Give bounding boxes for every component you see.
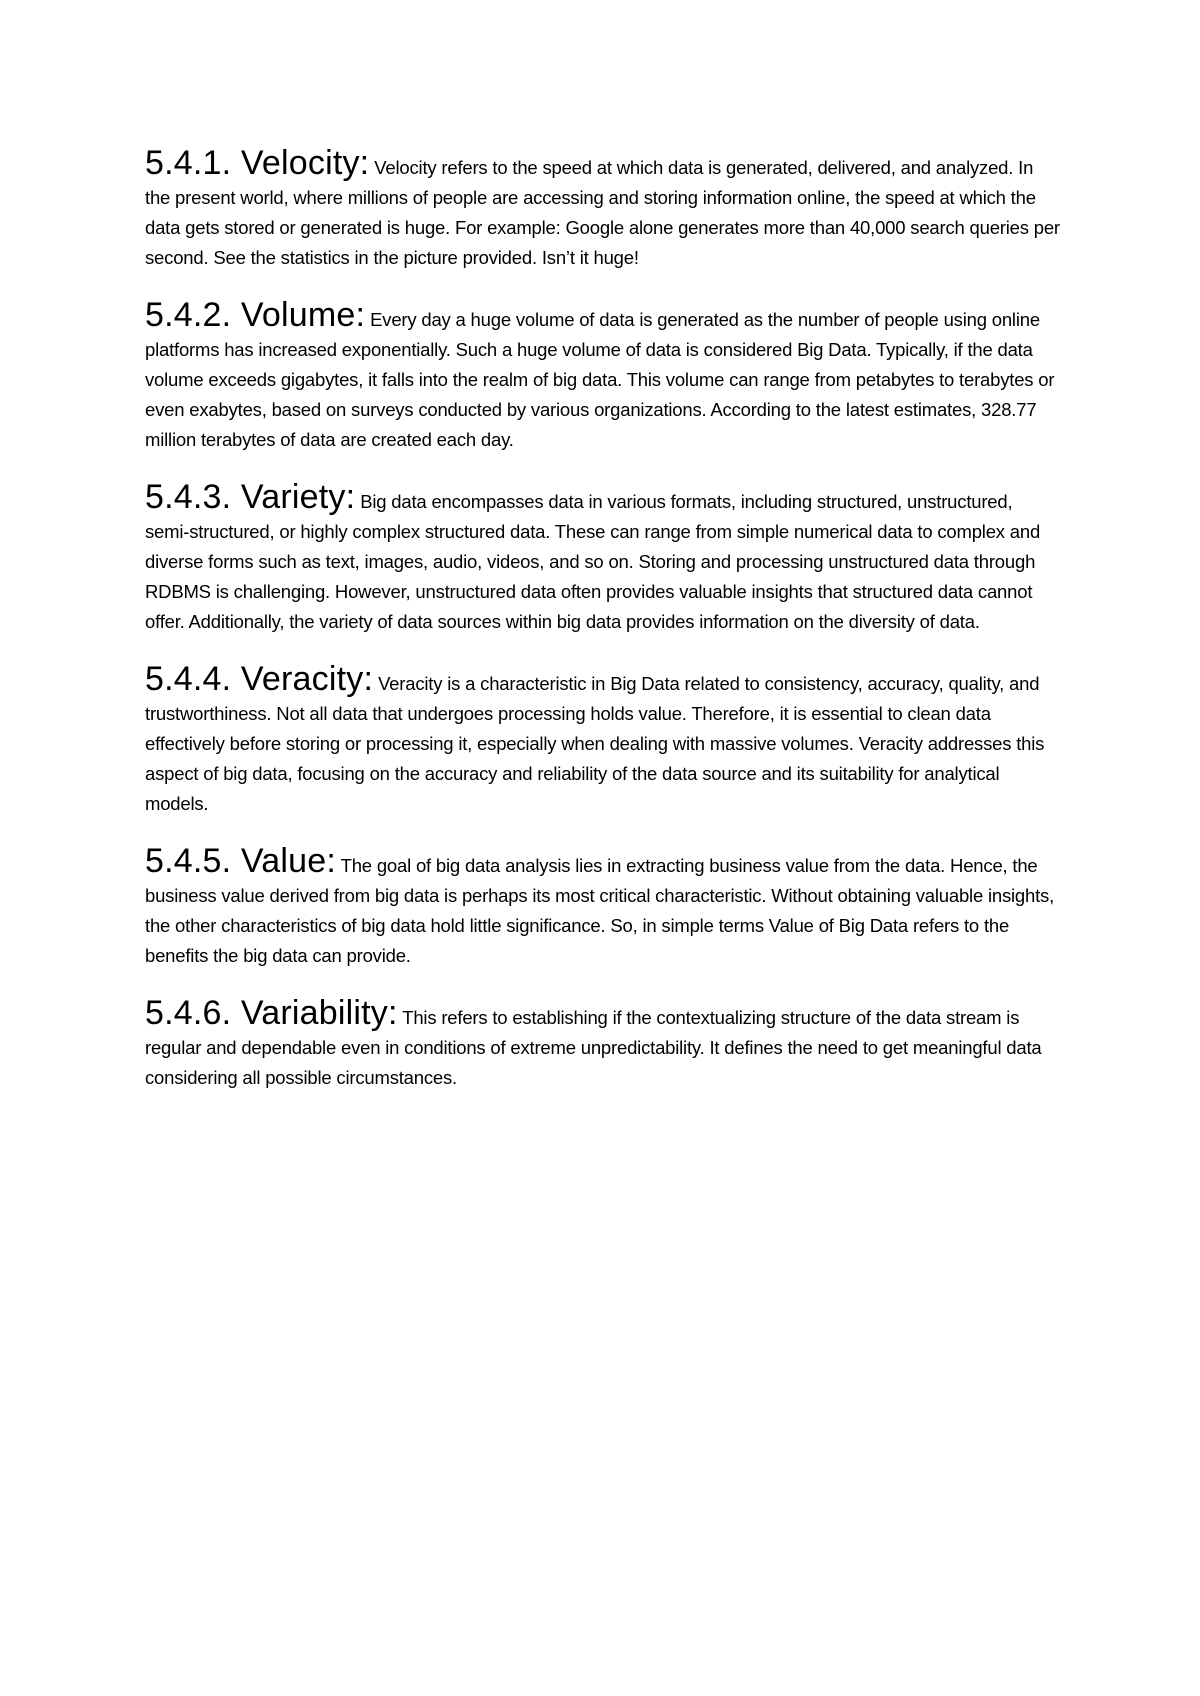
section-heading: 5.4.1. Velocity:: [145, 144, 370, 182]
section-variety: [145, 478, 1060, 637]
section-paragraph: [145, 842, 1060, 971]
section-velocity: [145, 144, 1060, 273]
section-paragraph: [145, 478, 1060, 637]
section-value: [145, 842, 1060, 971]
section-variability: [145, 994, 1060, 1093]
section-body: Velocity refers to the speed at which data is generated, delivered, and analyzed. In the present world, where millions of people are accessing and storing information online, the speed at which the data gets stored or generated is huge. For example: Google alone generates more than 40,000 search queries per second. See the statistics in the picture provided. Isn’t it huge!: [145, 157, 1060, 268]
section-body: This refers to establishing if the contextualizing structure of the data stream is regular and dependable even in conditions of extreme unpredictability. It defines the need to get meaningful data considering all possible circumstances.: [145, 1007, 1042, 1088]
section-veracity: [145, 660, 1060, 819]
section-heading: 5.4.5. Value:: [145, 842, 336, 880]
section-heading: 5.4.4. Veracity:: [145, 660, 374, 698]
section-heading: 5.4.3. Variety:: [145, 478, 356, 516]
section-paragraph: [145, 144, 1060, 273]
section-paragraph: [145, 994, 1060, 1093]
section-body: The goal of big data analysis lies in extracting business value from the data. Hence, the business value derived from big data is perhaps its most critical characteristic. Without obtaining valuable insights, the other characteristics of big data hold little significance. So, in simple terms Value of Big Data refers to the benefits the big data can provide.: [145, 855, 1055, 966]
section-heading: 5.4.6. Variability:: [145, 994, 398, 1032]
section-body: Big data encompasses data in various formats, including structured, unstructured, semi-structured, or highly complex structured data. These can range from simple numerical data to complex and diverse forms such as text, images, audio, videos, and so on. Storing and processing unstructured data through RDBMS is challenging. However, unstructured data often provides valuable insights that structured data cannot offer. Additionally, the variety of data sources within big data provides information on the diversity of data.: [145, 491, 1041, 632]
section-paragraph: [145, 660, 1060, 819]
section-paragraph: [145, 296, 1060, 455]
document-page: [145, 144, 1060, 1120]
section-body: Veracity is a characteristic in Big Data related to consistency, accuracy, quality, and trustworthiness. Not all data that undergoes processing holds value. Therefore, it is essential to clean data effectively before storing or processing it, especially when dealing with massive volumes. Veracity addresses this aspect of big data, focusing on the accuracy and reliability of the data source and its suitability for analytical models.: [145, 673, 1045, 814]
section-volume: [145, 296, 1060, 455]
section-heading: 5.4.2. Volume:: [145, 296, 366, 334]
section-body: Every day a huge volume of data is generated as the number of people using online platforms has increased exponentially. Such a huge volume of data is considered Big Data. Typically, if the data volume exceeds gigabytes, it falls into the realm of big data. This volume can range from petabytes to terabytes or even exabytes, based on surveys conducted by various organizations. According to the latest estimates, 328.77 million terabytes of data are created each day.: [145, 309, 1055, 450]
